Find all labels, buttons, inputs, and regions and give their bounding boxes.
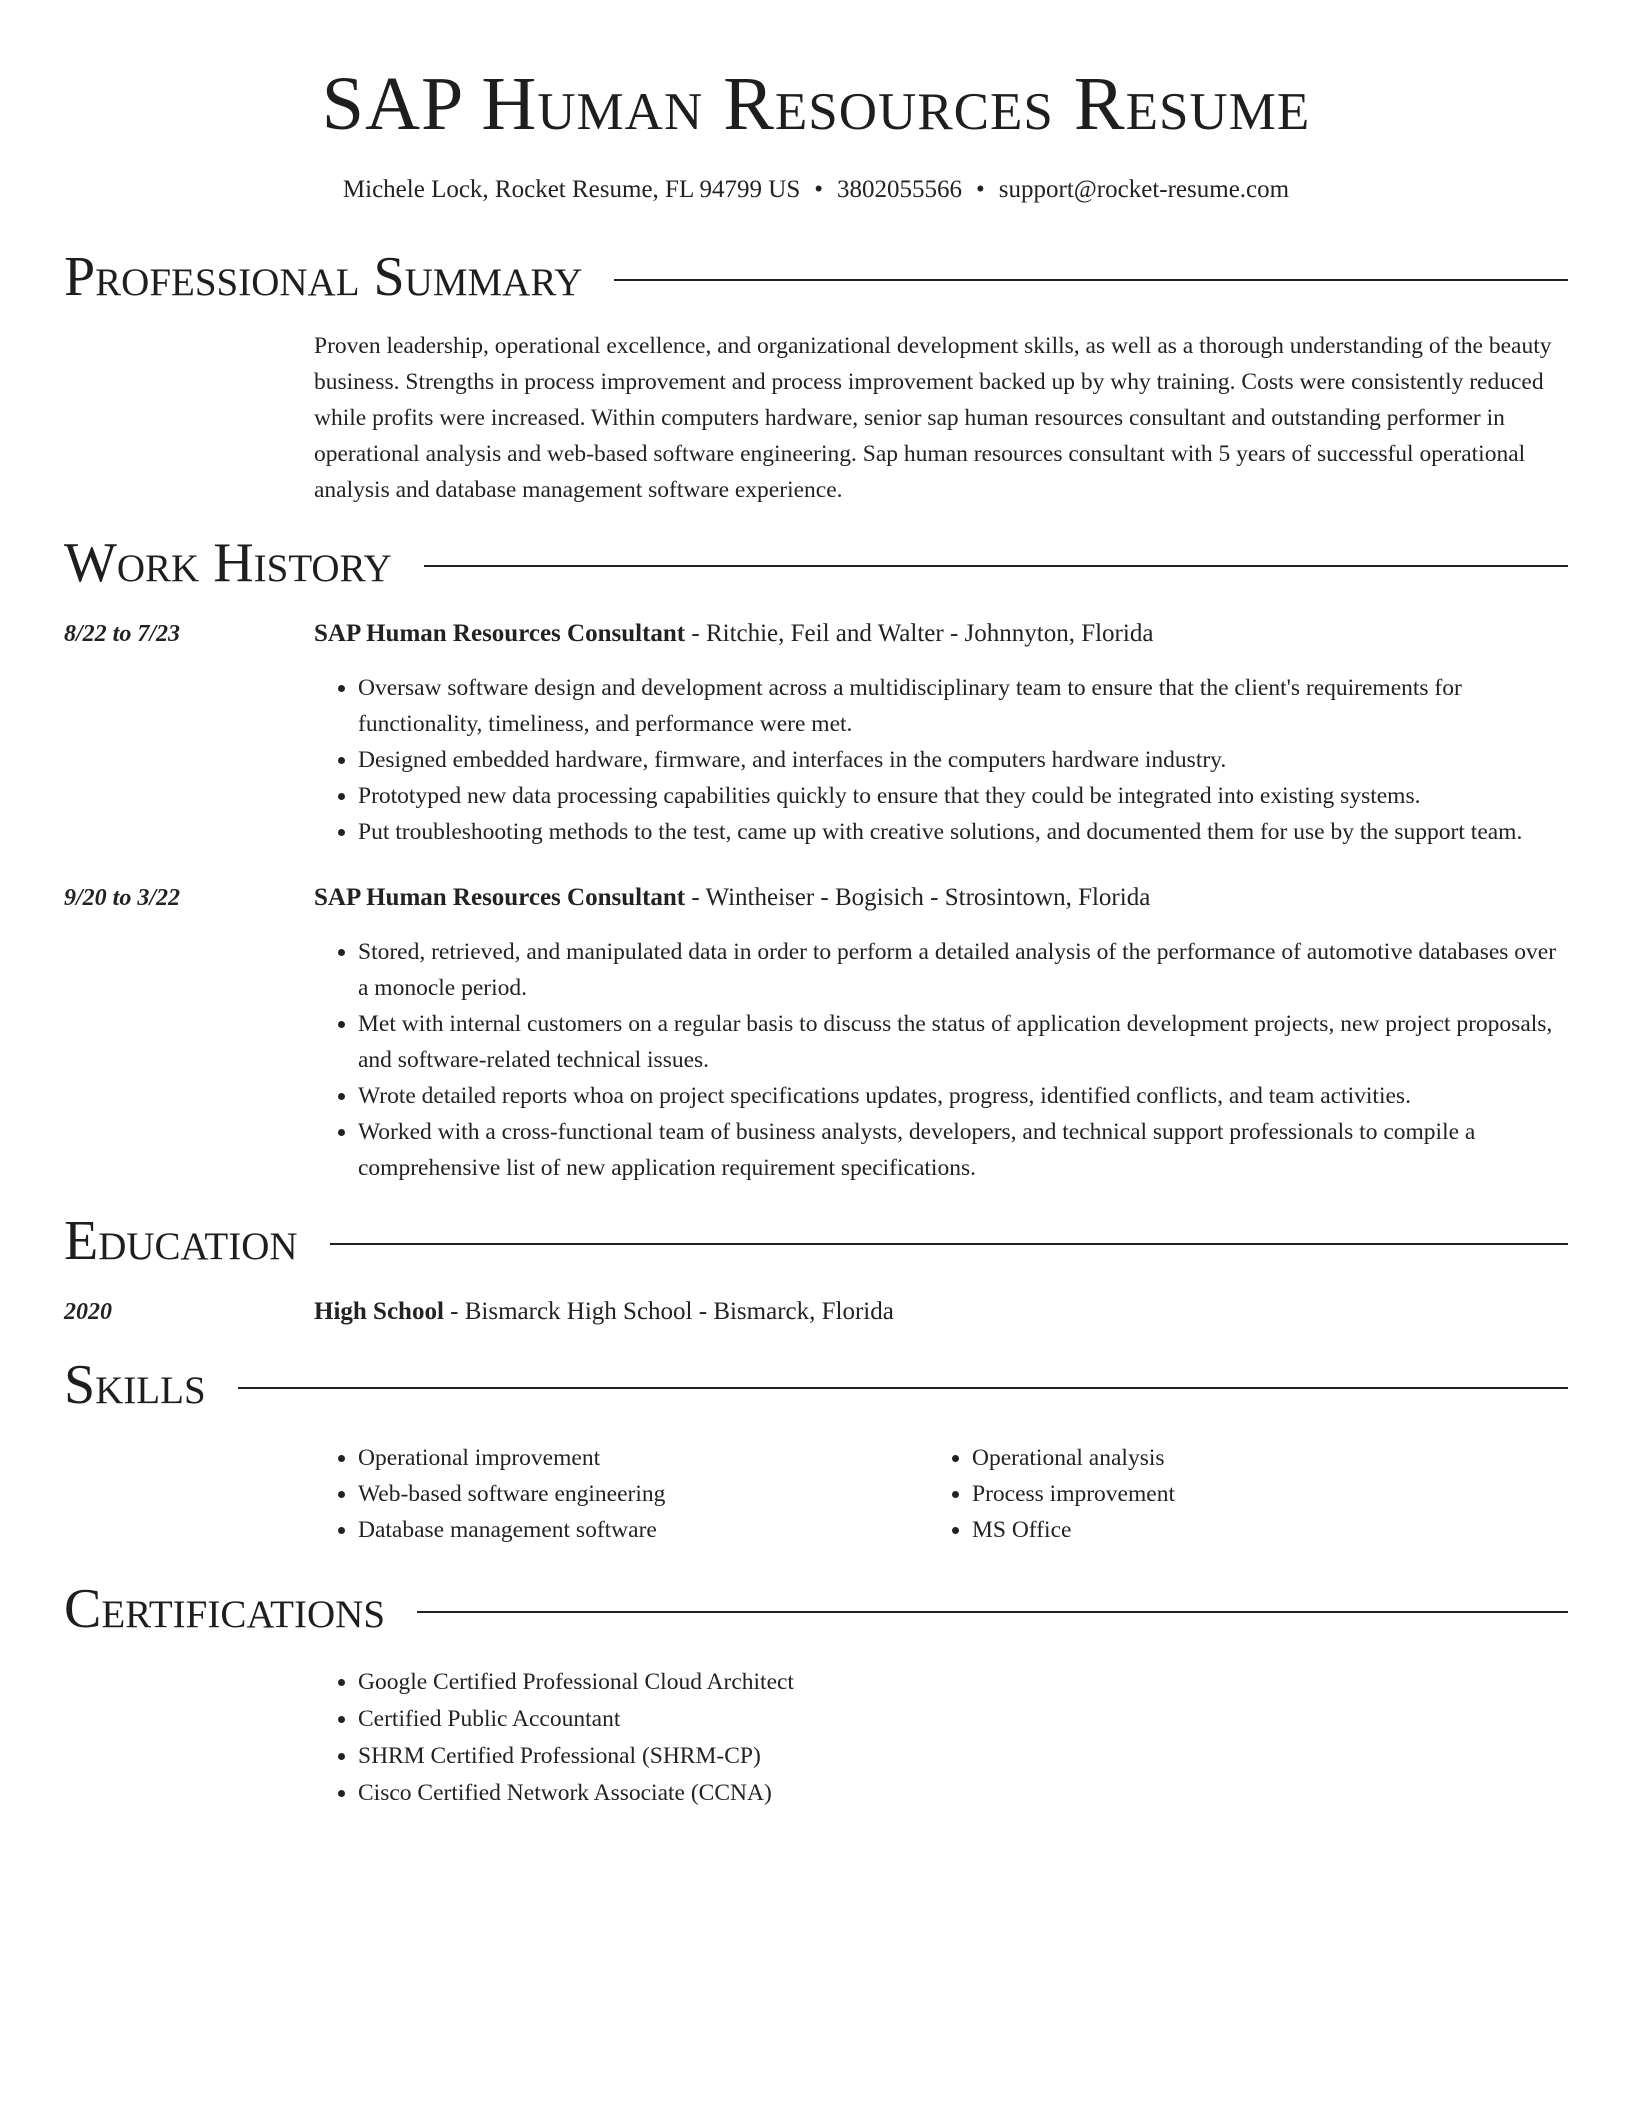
certification-item: • Cisco Certified Network Associate (CCNA) [358, 1775, 1568, 1812]
job-title: SAP Human Resources Consultant [314, 884, 686, 911]
skills-section-header [64, 1350, 1568, 1420]
job-bullet: • Oversaw software design and development across a multidisciplinary team to ensure that the client's requirements for functionality, timeliness, and performance were met. [358, 670, 1568, 742]
work-heading: Work History [64, 532, 392, 594]
education-school: - Bismarck High School - Bismarck, Florida [443, 1298, 894, 1325]
job-bullet: • Put troubleshooting methods to the test, came up with creative solutions, and documented them for use by the support team. [358, 814, 1568, 850]
skills-grid [314, 1440, 1568, 1548]
skill-item: • Operational analysis [972, 1440, 1542, 1476]
summary-heading: Professional Summary [64, 246, 583, 308]
section-divider [238, 1387, 1568, 1389]
skill-item: • Web-based software engineering [358, 1476, 928, 1512]
section-divider [424, 565, 1568, 567]
education-degree: High School [314, 1298, 444, 1325]
summary-text: Proven leadership, operational excellence, and organizational development skills, as well as a thorough understanding of the beauty business. Strengths in process improvement and process improvement backed up by why training. Costs were consistently reduced while profits were increased. Within computers hardware, senior sap human resources consultant and outstanding performer in operational analysis and web-based software engineering. Sap human resources consultant with 5 years of successful operational analysis and database management software experience. [314, 333, 1552, 503]
job-bullet: • Stored, retrieved, and manipulated data in order to perform a detailed analysis of the performance of automotive databases over a monocle period. [358, 934, 1568, 1006]
job-entry [64, 880, 1568, 1186]
skills-list-left [314, 1440, 928, 1548]
job-bullet: • Worked with a cross-functional team of business analysts, developers, and technical support professionals to compile a comprehensive list of new application requirement specifications. [358, 1114, 1568, 1186]
contact-phone: 3802055566 [837, 176, 963, 203]
education-line [314, 1294, 1568, 1330]
job-bullet: • Met with internal customers on a regular basis to discuss the status of application development projects, new project proposals, and software-related technical issues. [358, 1006, 1568, 1078]
job-employer: - Ritchie, Feil and Walter - Johnnyton, Florida [685, 620, 1154, 647]
job-title: SAP Human Resources Consultant [314, 620, 686, 647]
certifications-row [64, 1644, 1568, 1812]
contact-address: Michele Lock, Rocket Resume, FL 94799 US [342, 176, 801, 203]
certification-item: • SHRM Certified Professional (SHRM-CP) [358, 1738, 1568, 1775]
skill-item: • MS Office [972, 1512, 1542, 1548]
job-dates: 8/22 to 7/23 [64, 621, 181, 647]
contact-line [64, 174, 1568, 206]
certifications-section-header [64, 1574, 1568, 1644]
section-divider [417, 1611, 1568, 1613]
contact-email: support@rocket-resume.com [998, 176, 1290, 203]
job-body [314, 616, 1568, 850]
certifications-body [314, 1644, 1568, 1812]
job-header-line [314, 880, 1568, 916]
skills-row [64, 1420, 1568, 1548]
job-dates: 9/20 to 3/22 [64, 885, 181, 911]
job-bullet-list [314, 934, 1568, 1186]
certification-item: • Google Certified Professional Cloud Architect [358, 1664, 1568, 1701]
skill-item: • Operational improvement [358, 1440, 928, 1476]
education-entry [64, 1294, 1568, 1330]
certifications-left-spacer [64, 1644, 314, 1812]
certification-item: • Certified Public Accountant [358, 1701, 1568, 1738]
education-year: 2020 [64, 1299, 112, 1325]
job-bullet: • Wrote detailed reports whoa on project specifications updates, progress, identified conflicts, and team activities. [358, 1078, 1568, 1114]
job-bullet: • Prototyped new data processing capabilities quickly to ensure that they could be integrated into existing systems. [358, 778, 1568, 814]
summary-section-header [64, 242, 1568, 312]
skill-item: • Process improvement [972, 1476, 1542, 1512]
summary-left-spacer [64, 328, 314, 508]
page-title: SAP Human Resources Resume [321, 62, 1311, 146]
skills-left-spacer [64, 1420, 314, 1548]
job-bullet: • Designed embedded hardware, firmware, and interfaces in the computers hardware industry. [358, 742, 1568, 778]
skills-heading: Skills [64, 1354, 206, 1416]
job-body [314, 880, 1568, 1186]
section-divider [330, 1243, 1568, 1245]
job-employer: - Wintheiser - Bogisich - Strosintown, Florida [685, 884, 1151, 911]
job-entry [64, 616, 1568, 850]
job-bullet-list [314, 670, 1568, 850]
skill-item: • Database management software [358, 1512, 928, 1548]
separator-dot: • [814, 176, 824, 203]
job-header-line [314, 616, 1568, 652]
work-section-header [64, 528, 1568, 598]
separator-dot: • [976, 176, 985, 203]
certifications-list [314, 1664, 1568, 1812]
section-divider [614, 279, 1568, 281]
education-heading: Education [64, 1210, 298, 1272]
summary-row [64, 328, 1568, 508]
education-section-header [64, 1206, 1568, 1276]
certifications-heading: Certifications [64, 1578, 386, 1640]
skills-list-right [928, 1440, 1542, 1548]
